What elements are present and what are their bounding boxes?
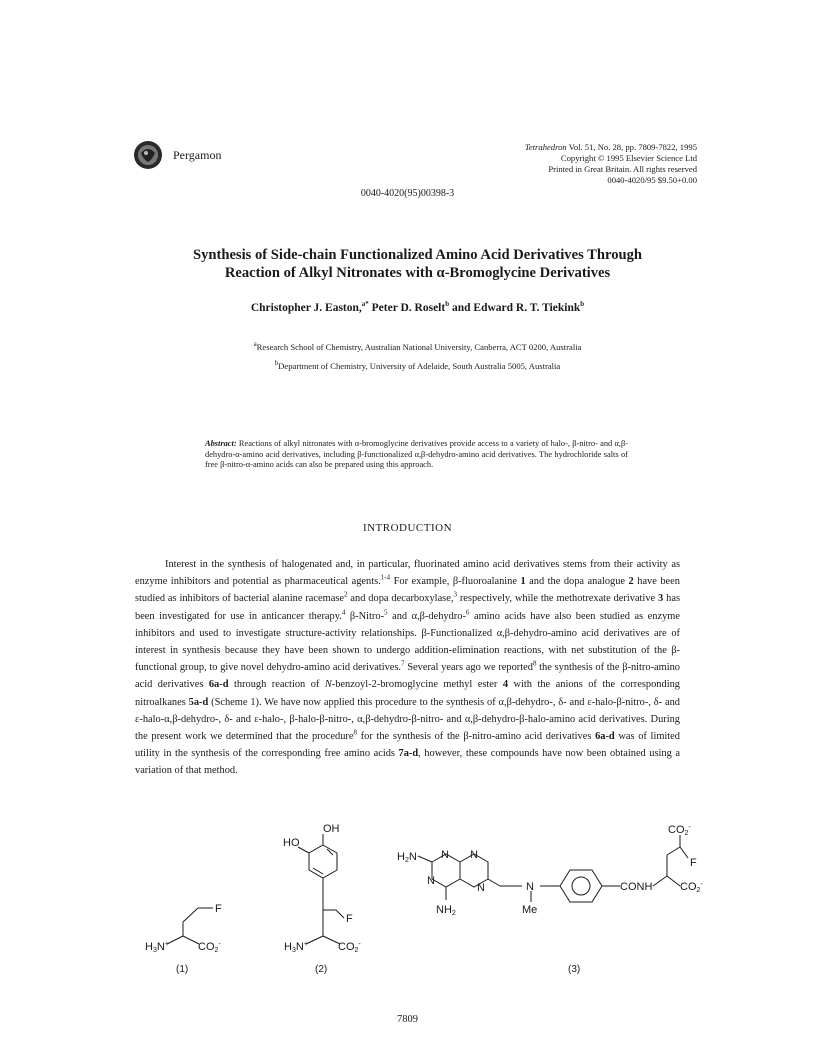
journal-citation: Tetrahedron Vol. 51, No. 28, pp. 7809-7822, 1995 [524,142,697,152]
c2-hydroxyl-top: OH [323,823,340,835]
c1-amine: H3N+ [145,941,169,954]
doi-code: 0040-4020(95)00398-3 [360,188,455,199]
title-line-1: Synthesis of Side-chain Functionalized Amino Acid Derivatives Through [192,247,643,263]
c3-fluorine: F [690,857,697,869]
abstract-text: Reactions of alkyl nitronates with α-bromoglycine derivatives provide access to a variety of halo-, β-nitro- and α,β-dehydro-α-amino acid derivatives, including β-functionalized α,β-dehydro-amino acid derivatives. The hydrochloride salts of free β-nitro-α-amino acids can also be prepared using this approach. [205,439,628,470]
c3-amide: CONH [620,881,653,893]
c1-label: (1) [176,964,189,975]
c2-hydroxyl-left: HO [283,837,300,849]
c2-label: (2) [315,964,328,975]
c2-fluorine: F [346,913,353,925]
c3-ring-n1: N [441,849,449,861]
title-line-2: Reaction of Alkyl Nitronates with α-Bromoglycine Derivatives [224,265,611,281]
publisher-name: Pergamon [173,148,222,162]
c3-ring-n3: N [427,875,435,887]
abstract-label: Abstract: [205,439,237,448]
printed-line: Printed in Great Britain. All rights reserved [548,164,697,174]
c3-ring-n2: N [470,849,478,861]
c3-ring-n4: N [477,882,485,894]
c3-amino-top: H2N [397,851,417,864]
price-line: 0040-4020/95 $9.50+0.00 [607,175,697,185]
intro-paragraph: Interest in the synthesis of halogenated and, in particular, fluorinated amino acid derivatives stems from their activity as enzyme inhibitors and potential as pharmaceutical agents.$^{1-4}$ For example, β-fluoroalanine 1 and the dopa analogue 2 have been studied as inhibitors of bacterial alanine racemase$^2$ and dopa decarboxylase,$^3$ respectively, while the methotrexate derivative 3 has been investigated for use in anticancer therapy.$^4$ β-Nitro-$^5$ and α,β-dehydro-$^6$ amino acids have also been studied as enzyme inhibitors and used to investigate structure-activity relationships. β-Functionalized α,β-dehydro-amino acid derivatives are of interest in synthesis because they have been shown to undergo addition-elimination reactions, with net substitution of the β-functional group, to give novel dehydro-amino acid derivatives.$^7$ Several years ago we reported$^8$ the synthesis of the β-nitro-amino acid derivatives 6a-d through reaction of N-benzoyl-2-bromoglycine methyl ester 4 with the anions of the corresponding nitroalkanes 5a-d (Scheme 1). We have now applied this procedure to the synthesis of α,β-dehydro-, δ- and ε-halo-β-nitro-, δ- and ε-halo-α,β-dehydro-, δ- and ε-halo-, β-halo-β-nitro-, α,β-dehydro-β-nitro- and α,β-dehydro-β-halo-amino acid derivatives. During the present work we determined that the procedure$^8$ for the synthesis of the β-nitro-amino acid derivatives 6a-d was of limited utility in the synthesis of the corresponding free amino acids 7a-d, however, these compounds have now been obtained using a variation of that method. [135,559,681,777]
c3-amino-bottom: NH2 [436,904,456,917]
c3-amine-n: N [526,881,534,893]
c3-methyl: Me [522,904,538,916]
c1-fluorine: F [215,903,222,915]
publisher-logo-icon [133,140,163,170]
author-list: Christopher J. Easton,$^{a*}$ Peter D. Roselt$^b$ and Edward R. T. Tiekink$^b$ [250,300,585,314]
section-heading: INTRODUCTION [362,522,453,534]
c1-carboxylate: CO2- [198,941,221,954]
copyright-line: Copyright © 1995 Elsevier Science Ltd [560,153,697,163]
affiliation-b: $^b$Department of Chemistry, University of Adelaide, South Australia 5005, Australia [274,359,561,371]
c3-carboxylate-top: CO2- [668,824,691,837]
paper-title [100,246,735,282]
abstract [205,439,628,471]
c2-carboxylate: CO2- [338,941,361,954]
affiliation-a: $^a$Research School of Chemistry, Australian National University, Canberra, ACT 0200, Australia [253,340,582,352]
chemical-structures-figure [0,815,815,1005]
page-number: 7809 [397,1014,418,1025]
c3-carboxylate-right: CO2- [680,881,703,894]
c3-label: (3) [568,964,581,975]
c2-amine: H3N+ [284,941,308,954]
